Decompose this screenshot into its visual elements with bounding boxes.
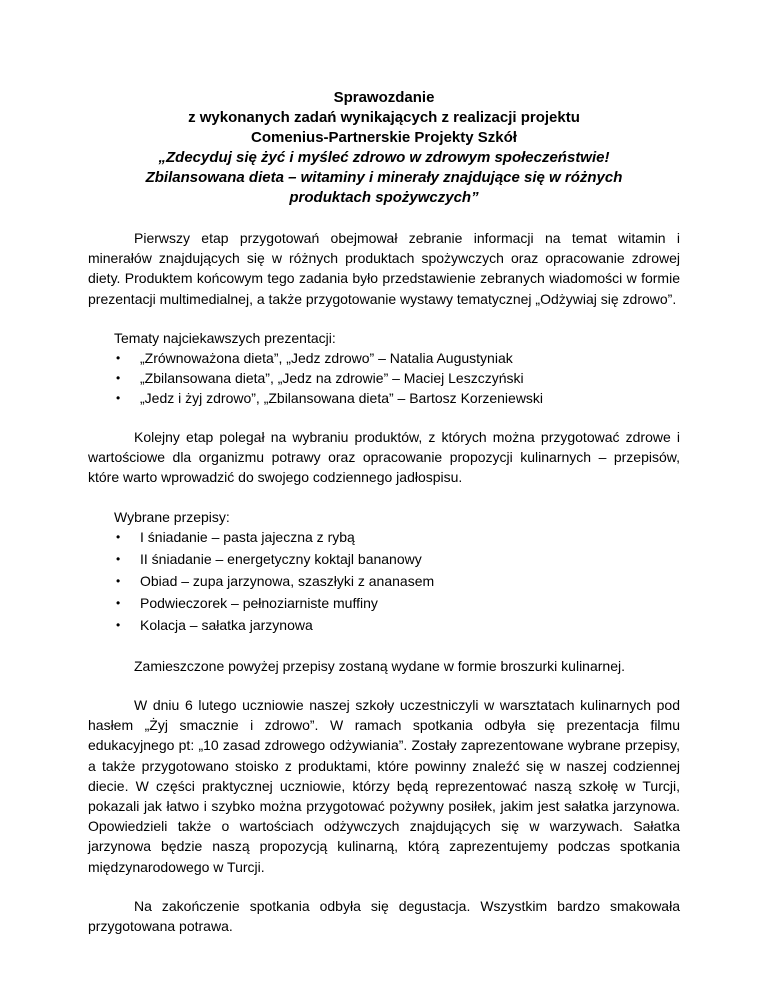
bullet-icon: • [116, 351, 121, 366]
paragraph-workshop: W dniu 6 lutego uczniowie naszej szkoły uczestniczyli w warsztatach kulinarnych pod hasłem „Żyj smacznie i zdrowo”. W ramach spotkania odbyła się prezentacja filmu edukacyjnego pt: „10 zasad zdrowego odżywiania”. Zostały zaprezentowane wybrane przepisy, a także przygotowano stoisko z produktami, które powinny znaleźć się w naszej codziennej diecie. W części praktycznej uczniowie, którzy będą reprezentować naszą szkołę w Turcji, pokazali jak łatwo i szybko można przygotować pożywny posiłek, jakim jest sałatka jarzynowa. Opowiedzieli także o wartościach odżywczych znajdujących się w warzywach. Sałatka jarzynowa będzie naszą propozycją kulinarną, którą zaprezentujemy podczas spotkania międzynarodowego w Turcji. [88, 696, 680, 875]
paragraph-brochure: Zamieszczone powyżej przepisy zostaną wydane w formie broszurki kulinarnej. [134, 657, 625, 674]
bullet-icon: • [116, 618, 121, 633]
list-item [114, 368, 680, 388]
paragraph-next-stage: Kolejny etap polegał na wybraniu produktów, z których można przygotować zdrowe i wartościowe dla organizmu potrawy oraz opracowanie propozycji kulinarnych – przepisów, które warto wprowadzić do swojego codziennego jadłospisu. [88, 429, 680, 486]
list-item [114, 348, 680, 368]
bullet-icon: • [116, 574, 121, 589]
presentations-heading: Tematy najciekawszych prezentacji: [114, 329, 336, 346]
list-item [114, 615, 680, 637]
recipes-list [114, 527, 680, 637]
bullet-icon: • [116, 391, 121, 406]
list-item-text: Podwieczorek – pełnoziarniste muffiny [140, 595, 378, 612]
list-item-text: Kolacja – sałatka jarzynowa [140, 617, 313, 634]
list-item [114, 549, 680, 571]
bullet-icon: • [116, 551, 121, 566]
recipes-heading: Wybrane przepisy: [114, 508, 230, 525]
list-item-text: I śniadanie – pasta jajeczna z rybą [140, 528, 355, 545]
list-item [114, 388, 680, 408]
bullet-icon: • [116, 529, 121, 544]
list-item-text: „Zrównoważona dieta”, „Jedz zdrowo” – Natalia Augustyniak [140, 350, 513, 367]
document-title [88, 88, 680, 208]
title-line-project-topic: Zbilansowana dieta – witaminy i minerały znajdujące się w różnych [145, 169, 623, 186]
presentations-list [114, 348, 680, 408]
list-item-text: „Jedz i żyj zdrowo”, „Zbilansowana dieta” – Bartosz Korzeniewski [140, 390, 544, 407]
title-line-project-name: „Zdecyduj się żyć i myśleć zdrowo w zdrowym społeczeństwie! [158, 149, 610, 166]
title-line-project-topic-end: produktach spożywczych” [289, 189, 479, 206]
list-item-text: Obiad – zupa jarzynowa, szaszłyki z ananasem [140, 573, 435, 590]
list-item [114, 571, 680, 593]
title-line-subtitle: z wykonanych zadań wynikających z realizacji projektu [188, 109, 580, 126]
list-item [114, 593, 680, 615]
presentations-section [114, 328, 680, 408]
recipes-section [114, 507, 680, 637]
list-item-text: II śniadanie – energetyczny koktajl bananowy [140, 550, 422, 567]
bullet-icon: • [116, 371, 121, 386]
list-item-text: „Zbilansowana dieta”, „Jedz na zdrowie” – Maciej Leszczyński [140, 370, 524, 387]
title-line-report: Sprawozdanie [333, 89, 435, 106]
title-line-program: Comenius-Partnerskie Projekty Szkół [251, 129, 517, 146]
paragraph-first-stage: Pierwszy etap przygotowań obejmował zebranie informacji na temat witamin i minerałów znajdujących się w różnych produktach spożywczych oraz opracowanie zdrowej diety. Produktem końcowym tego zadania było przedstawienie zebranych wiadomości w formie prezentacji multimedialnej, a także przygotowanie wystawy tematycznej „Odżywiaj się zdrowo”. [88, 230, 680, 307]
paragraph-tasting: Na zakończenie spotkania odbyła się degustacja. Wszystkim bardzo smakowała przygotowana potrawa. [88, 897, 680, 934]
bullet-icon: • [116, 596, 121, 611]
document-page [88, 88, 680, 936]
list-item [114, 527, 680, 549]
